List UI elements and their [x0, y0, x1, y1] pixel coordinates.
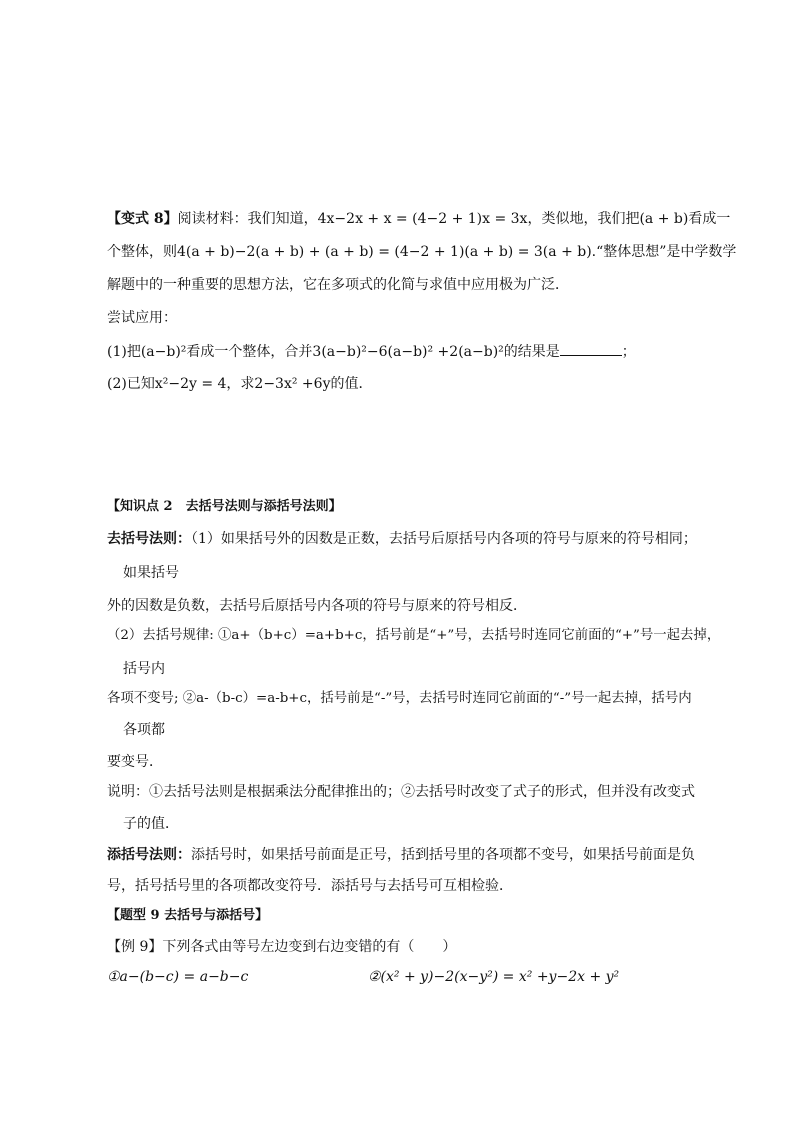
- q1-end: ；: [621, 344, 636, 360]
- q1-text: (1)把(a−b)²看成一个整体，合并3(a−b)²−6(a−b)² +2(a−b)²的结果是: [107, 344, 560, 360]
- add-line1: [107, 845, 695, 865]
- variant8-line1: [107, 209, 730, 229]
- law-line1: （2）去括号规律: ①a+（b+c）=a+b+c，括号前是“+”号，去括号时连同它前面的“+”号一起去掉，: [107, 628, 721, 643]
- note-line2: 子的值．: [123, 816, 179, 832]
- option1: ①a−(b−c) = a−b−c: [107, 969, 249, 985]
- law-line3: 各项不变号; ②a-（b-c）=a-b+c，括号前是“-”号，去括号时连同它前面的“-”号一起去掉，括号内: [107, 691, 692, 706]
- option2: ②(x² + y)−2(x−y²) = x² +y−2x + y²: [368, 969, 620, 985]
- rule-l1: （1）如果括号外的因数是正数，去括号后原括号内各项的符号与原来的符号相同；: [191, 531, 697, 547]
- note-line1: 说明：①去括号法则是根据乘法分配律推出的；②去括号时改变了式子的形式，但并没有改变式: [107, 784, 695, 800]
- rule-line2: 如果括号: [123, 565, 179, 581]
- variant8-q2: (2)已知x²−2y = 4，求2−3x² +6y的值．: [107, 376, 373, 392]
- law-line4: 各项都: [123, 722, 165, 738]
- type9-heading: 【题型 9 去括号与添括号】: [107, 908, 269, 923]
- rule-line1: [107, 529, 697, 549]
- rule-label: 去括号法则：: [107, 531, 191, 547]
- variant8-try: 尝试应用：: [107, 310, 177, 326]
- variant8-line3: 解题中的一种重要的思想方法，它在多项式的化简与求值中应用极为广泛．: [107, 277, 569, 293]
- rule-line3: 外的因数是负数，去括号后原括号内各项的符号与原来的符号相反．: [107, 598, 527, 614]
- knowledge2-heading: 【知识点 2 去括号法则与添括号法则】: [107, 499, 342, 514]
- law-line2: 括号内: [123, 661, 165, 677]
- variant8-line1-text: 阅读材料：我们知道，4x−2x + x = (4−2 + 1)x = 3x，类似地，我们把(a + b)看成一: [177, 211, 731, 227]
- law-line5: 要变号．: [107, 754, 163, 770]
- add-l1: 添括号时，如果括号前面是正号，括到括号里的各项都不变号，如果括号前面是负: [191, 847, 695, 863]
- variant8-q1: [107, 341, 636, 362]
- variant8-tag: 【变式 8】: [107, 211, 178, 227]
- add-label: 添括号法则：: [107, 847, 191, 863]
- answer-blank: [560, 341, 622, 356]
- add-line2: 号，括号括号里的各项都改变符号．添括号与去括号可互相检验．: [107, 878, 513, 894]
- example9: 【例 9】下列各式由等号左边变到右边变错的有（ ）: [107, 939, 457, 955]
- variant8-line2: 个整体，则4(a + b)−2(a + b) + (a + b) = (4−2 + 1)(a + b) = 3(a + b).“整体思想”是中学数学: [107, 244, 737, 260]
